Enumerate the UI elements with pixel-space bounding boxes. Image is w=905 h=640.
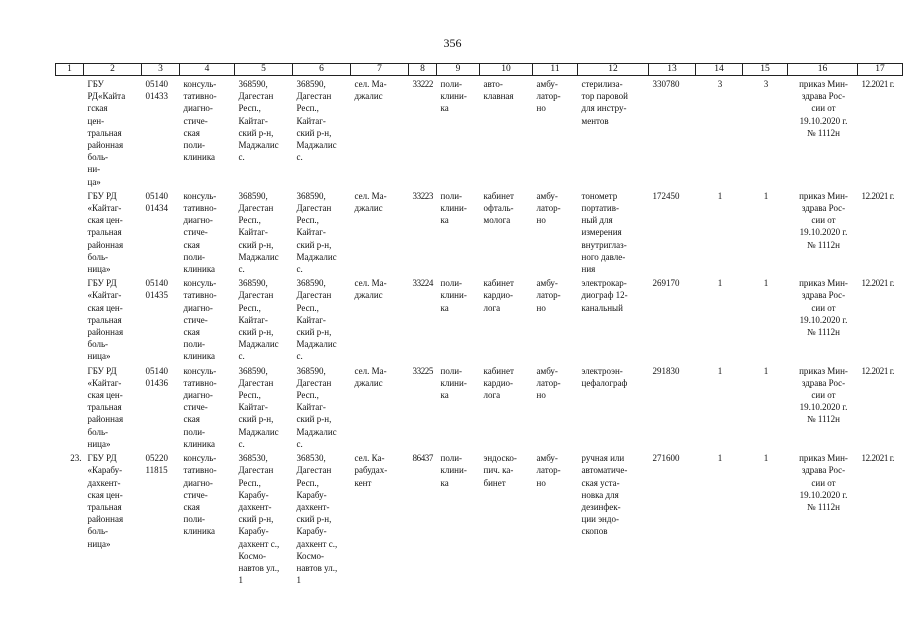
organization-code: 05220 11815 [145, 453, 168, 476]
price: 330780 [652, 79, 680, 89]
settlement: сел. Ма- джалис [354, 365, 387, 388]
unit-code: 33225 [412, 365, 434, 376]
department: кабинет офталь- молога [483, 190, 514, 226]
price: 291830 [652, 365, 680, 376]
actual-address: 368590, Дагестан Респ., Кайтаг- ский р-н, Маджалис с. [296, 278, 337, 362]
unit-code: 33223 [412, 190, 434, 201]
row-number: 23. [70, 453, 82, 464]
equipment-name: тонометр портатив- ный для измерения внутриглаз- ного давле- ния [581, 190, 627, 275]
column-number: 2 [84, 64, 142, 76]
subdivision-type: консуль- тативно- диагно- стиче- ская поли- клиника [183, 453, 217, 537]
legal-address: 368590, Дагестан Респ., Кайтаг- ский р-н, Маджалис с. [238, 278, 279, 362]
column-number: 6 [293, 64, 351, 76]
regulation-reference: приказ Мин- здрава Рос- сии от 19.10.2020 г. № 1112н [799, 190, 848, 250]
quantity-planned: 1 [763, 278, 769, 289]
department: авто- клавная [483, 79, 514, 102]
equipment-name: электрокар- диограф 12- канальный [581, 278, 628, 313]
unit-code: 86437 [412, 453, 434, 464]
actual-address: 368590, Дагестан Респ., Кайтаг- ский р-н, Маджалис с. [296, 365, 337, 449]
regulation-reference: приказ Мин- здрава Рос- сии от 19.10.2020 г. № 1112н [799, 365, 848, 425]
subdivision-type: консуль- тативно- диагно- стиче- ская поли- клиника [183, 365, 217, 449]
legal-address: 368590, Дагестан Респ., Кайтаг- ский р-н, Маджалис с. [238, 79, 279, 163]
column-number: 5 [235, 64, 293, 76]
column-number: 10 [480, 64, 533, 76]
quantity-required: 1 [717, 190, 723, 201]
legal-address: 368590, Дагестан Респ., Кайтаг- ский р-н, Маджалис с. [238, 190, 279, 275]
equipment-table [55, 63, 903, 592]
unit-type: поли- клини- ка [440, 79, 467, 114]
organization-name: ГБУ РД «Кайтаг- ская цен- тральная районная боль- ница» [87, 278, 124, 362]
care-conditions: амбу- латор- но [536, 453, 561, 488]
column-number: 1 [56, 64, 84, 76]
legal-address: 368530, Дагестан Респ., Карабу- дахкент- ский р-н, Карабу- дахкент с., Космо- навтов ул., 1 [238, 453, 280, 586]
care-conditions: амбу- латор- но [536, 365, 561, 401]
row-number [56, 76, 84, 188]
quantity-required: 3 [717, 79, 723, 89]
quantity-required: 1 [717, 365, 723, 376]
column-number: 15 [743, 64, 788, 76]
subdivision-type: консуль- тативно- диагно- стиче- ская поли- клиника [183, 79, 217, 163]
quantity-planned: 1 [763, 190, 769, 201]
row-number [56, 275, 84, 362]
quantity-required: 1 [717, 453, 723, 464]
column-number: 17 [858, 64, 903, 76]
care-conditions: амбу- латор- но [536, 79, 561, 114]
column-number: 9 [437, 64, 480, 76]
column-number: 16 [788, 64, 858, 76]
quantity-planned: 1 [763, 365, 769, 376]
unit-type: поли- клини- ка [440, 278, 467, 313]
row-number [56, 363, 84, 450]
table-row [56, 76, 903, 188]
delivery-date: 12.2021 г. [861, 278, 894, 289]
organization-code: 05140 01433 [145, 79, 168, 102]
delivery-date: 12.2021 г. [861, 365, 894, 376]
quantity-planned: 3 [763, 79, 769, 89]
table-row [56, 188, 903, 275]
organization-code: 05140 01435 [145, 278, 168, 301]
regulation-reference: приказ Мин- здрава Рос- сии от 19.10.2020 г. № 1112н [799, 453, 848, 512]
settlement: сел. Ма- джалис [354, 278, 387, 301]
department: кабинет кардио- лога [483, 365, 514, 401]
equipment-name: стерилиза- тор паровой для инстру- ментов [581, 79, 628, 126]
organization-name: ГБУ РД«Кайта гская цен- тральная районная боль- ни- ца» [87, 79, 126, 187]
organization-name: ГБУ РД «Карабу- дахкент- ская цен- тральная районная боль- ница» [87, 453, 124, 549]
department: эндоско- пич. ка- бинет [483, 453, 517, 488]
table-row [56, 275, 903, 362]
subdivision-type: консуль- тативно- диагно- стиче- ская поли- клиника [183, 278, 217, 362]
unit-type: поли- клини- ка [440, 190, 467, 226]
organization-name: ГБУ РД «Кайтаг- ская цен- тральная районная боль- ница» [87, 190, 124, 275]
settlement: сел. Ка- рабудах- кент [354, 453, 388, 488]
subdivision-type: консуль- тативно- диагно- стиче- ская поли- клиника [183, 190, 217, 275]
column-number: 12 [578, 64, 649, 76]
delivery-date: 12.2021 г. [861, 79, 894, 89]
unit-code: 33224 [412, 278, 434, 289]
delivery-date: 12.2021 г. [861, 453, 894, 464]
table-row [56, 363, 903, 450]
organization-code: 05140 01436 [145, 365, 168, 388]
column-number: 11 [533, 64, 578, 76]
quantity-required: 1 [717, 278, 723, 289]
column-number-row [56, 64, 903, 76]
row-number [56, 188, 84, 275]
settlement: сел. Ма- джалис [354, 190, 387, 214]
care-conditions: амбу- латор- но [536, 278, 561, 313]
column-number: 3 [142, 64, 180, 76]
actual-address: 368530, Дагестан Респ., Карабу- дахкент- ский р-н, Карабу- дахкент с., Космо- навтов ул., 1 [296, 453, 338, 586]
column-number: 14 [696, 64, 743, 76]
legal-address: 368590, Дагестан Респ., Кайтаг- ский р-н, Маджалис с. [238, 365, 279, 449]
actual-address: 368590, Дагестан Респ., Кайтаг- ский р-н, Маджалис с. [296, 79, 337, 163]
unit-type: поли- клини- ка [440, 453, 467, 488]
department: кабинет кардио- лога [483, 278, 514, 313]
column-number: 13 [649, 64, 696, 76]
quantity-planned: 1 [763, 453, 769, 464]
column-number: 4 [180, 64, 235, 76]
delivery-date: 12.2021 г. [861, 190, 894, 201]
unit-type: поли- клини- ка [440, 365, 467, 401]
care-conditions: амбу- латор- но [536, 190, 561, 226]
unit-code: 33222 [412, 79, 434, 89]
column-number: 7 [351, 64, 409, 76]
equipment-name: ручная или автоматиче- ская уста- новка для дезинфек- ции эндо- скопов [581, 453, 628, 537]
settlement: сел. Ма- джалис [354, 79, 387, 102]
page-number: 356 [443, 36, 462, 50]
price: 271600 [652, 453, 680, 464]
equipment-name: электроэн- цефалограф [581, 365, 628, 388]
organization-code: 05140 01434 [145, 190, 168, 214]
actual-address: 368590, Дагестан Респ., Кайтаг- ский р-н, Маджалис с. [296, 190, 337, 275]
column-number: 8 [409, 64, 437, 76]
regulation-reference: приказ Мин- здрава Рос- сии от 19.10.2020 г. № 1112н [799, 79, 848, 138]
table-row [56, 450, 903, 592]
organization-name: ГБУ РД «Кайтаг- ская цен- тральная районная боль- ница» [87, 365, 124, 449]
regulation-reference: приказ Мин- здрава Рос- сии от 19.10.2020 г. № 1112н [799, 278, 848, 338]
price: 172450 [652, 190, 680, 201]
price: 269170 [652, 278, 680, 289]
